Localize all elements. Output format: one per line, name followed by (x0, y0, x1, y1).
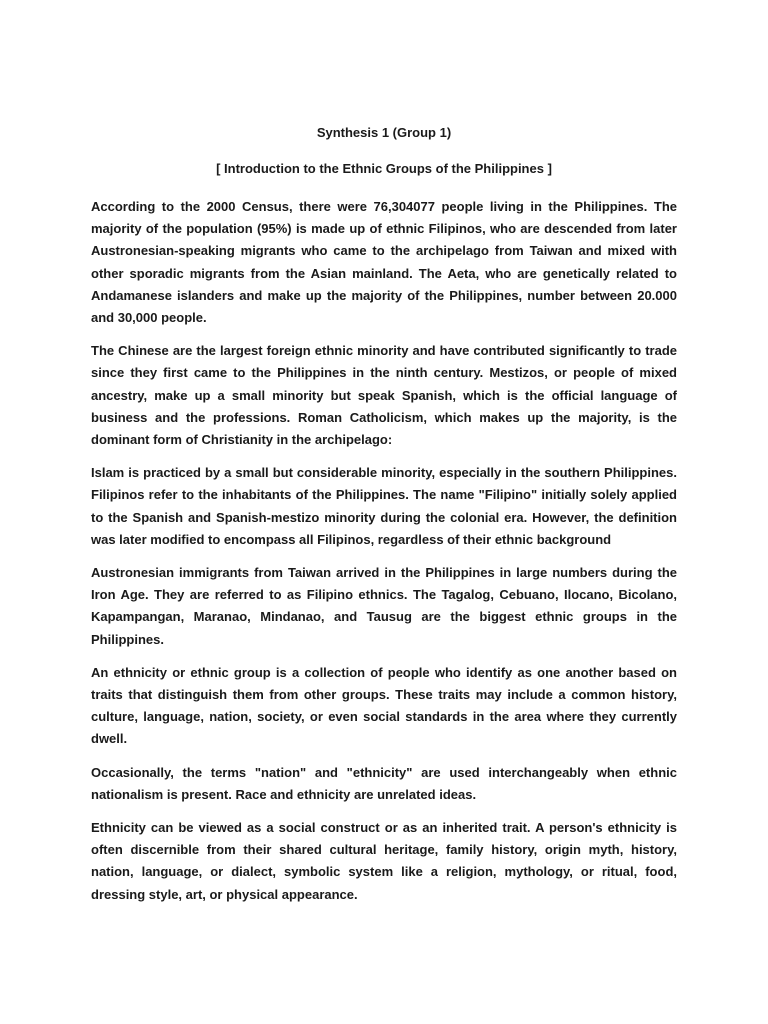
document-subtitle: [ Introduction to the Ethnic Groups of the Philippines ] (216, 161, 552, 176)
paragraph-austronesian: Austronesian immigrants from Taiwan arrived in the Philippines in large numbers during the Iron Age. They are referred to as Filipino ethnics. The Tagalog, Cebuano, Ilocano, Bicolano, Kapampangan, Maranao, Mindanao, and Tausug are the biggest ethnic groups in the Philippines. (91, 565, 677, 647)
document-title: Synthesis 1 (Group 1) (316, 125, 452, 140)
paragraph-islam: Islam is practiced by a small but considerable minority, especially in the southern Philippines. Filipinos refer to the inhabitants of the Philippines. The name "Filipino" initially solely applied to the Spanish and Spanish-mestizo minority during the colonial era. However, the definition was later modified to encompass all Filipinos, regardless of their ethnic background (91, 465, 677, 547)
paragraph-chinese-minority: The Chinese are the largest foreign ethnic minority and have contributed significantly to trade since they first came to the Philippines in the ninth century. Mestizos, or people of mixed ancestry, make up a small minority but speak Spanish, which is the official language of business and the professions. Roman Catholicism, which makes up the majority, is the dominant form of Christianity in the archipelago: (91, 343, 677, 448)
paragraph-social-construct: Ethnicity can be viewed as a social construct or as an inherited trait. A person's ethnicity is often discernible from their shared cultural heritage, family history, origin myth, history, nation, language, or dialect, symbolic system like a religion, mythology, or ritual, food, dressing style, art, or physical appearance. (91, 820, 677, 902)
paragraph-census: According to the 2000 Census, there were 76,304077 people living in the Philippines. The majority of the population (95%) is made up of ethnic Filipinos, who are descended from later Austronesian-speaking migrants who came to the archipelago from Taiwan and mixed with other sporadic migrants from the Asian mainland. The Aeta, who are genetically related to Andamanese islanders and make up the majority of the Philippines, number between 20.000 and 30,000 people. (91, 199, 677, 326)
paragraph-nation-ethnicity: Occasionally, the terms "nation" and "ethnicity" are used interchangeably when ethnic nationalism is present. Race and ethnicity are unrelated ideas. (91, 764, 677, 802)
document-page (91, 122, 677, 917)
paragraph-ethnic-group-definition: An ethnicity or ethnic group is a collection of people who identify as one another based on traits that distinguish them from other groups. These traits may include a common history, culture, language, nation, society, or even social standards in the area where they currently dwell. (91, 664, 677, 747)
